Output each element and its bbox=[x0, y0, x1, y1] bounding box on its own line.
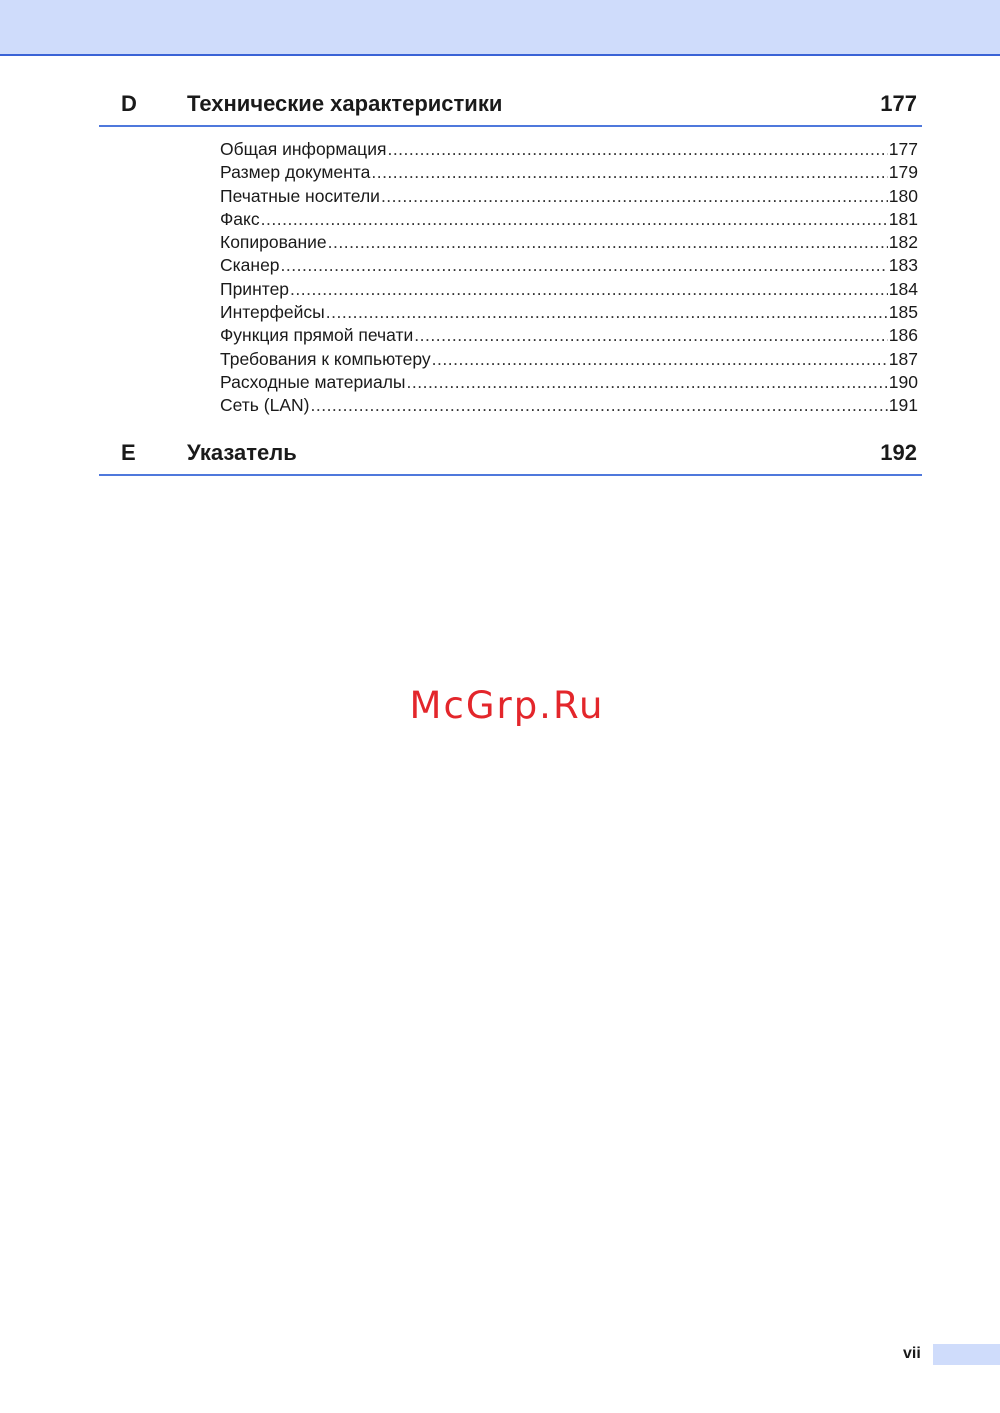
toc-entry-page: 182 bbox=[888, 232, 918, 253]
dot-leader bbox=[371, 161, 887, 184]
toc-entry-page: 180 bbox=[888, 185, 918, 206]
toc-entry-title: Требования к компьютеру bbox=[220, 348, 431, 369]
dot-leader bbox=[328, 231, 888, 254]
toc-entry[interactable] bbox=[220, 324, 918, 347]
dot-leader bbox=[432, 348, 888, 371]
toc-entry-page: 191 bbox=[888, 395, 918, 416]
dot-leader bbox=[281, 254, 888, 277]
toc-entry[interactable] bbox=[220, 185, 918, 208]
toc-entry-title: Сканер bbox=[220, 255, 280, 276]
dot-leader bbox=[326, 301, 888, 324]
dot-leader bbox=[407, 371, 888, 394]
toc-entry[interactable] bbox=[220, 348, 918, 371]
section-title: Технические характеристики bbox=[187, 91, 503, 116]
toc-entry[interactable] bbox=[220, 254, 918, 277]
section-page-number: 192 bbox=[880, 440, 917, 465]
toc-entry[interactable] bbox=[220, 161, 918, 184]
dot-leader bbox=[290, 278, 888, 301]
toc-entry-title: Сеть (LAN) bbox=[220, 395, 310, 416]
toc-entry[interactable] bbox=[220, 301, 918, 324]
section-letter: D bbox=[121, 91, 137, 116]
section-letter: E bbox=[121, 440, 136, 465]
header-band bbox=[0, 0, 1000, 56]
toc-entry-page: 185 bbox=[888, 302, 918, 323]
toc-entry[interactable] bbox=[220, 231, 918, 254]
section-heading-e[interactable] bbox=[99, 438, 922, 476]
section-title: Указатель bbox=[187, 440, 297, 465]
dot-leader bbox=[387, 138, 887, 161]
toc-entry-title: Факс bbox=[220, 208, 260, 229]
toc-entry[interactable] bbox=[220, 394, 918, 417]
dot-leader bbox=[310, 394, 887, 417]
footer-page-number: vii bbox=[903, 1345, 921, 1362]
watermark: McGrp.Ru bbox=[409, 684, 605, 727]
toc-entry[interactable] bbox=[220, 371, 918, 394]
toc-entry-page: 186 bbox=[888, 325, 918, 346]
toc-entry-title: Общая информация bbox=[220, 139, 387, 159]
toc-entry-title: Принтер bbox=[220, 278, 290, 299]
dot-leader bbox=[381, 185, 888, 208]
toc-entry-page: 181 bbox=[888, 208, 918, 229]
toc-entry-title: Размер документа bbox=[220, 162, 371, 183]
toc-entry-page: 184 bbox=[888, 278, 918, 299]
toc-entry-page: 179 bbox=[888, 162, 918, 183]
toc-entry[interactable] bbox=[220, 138, 918, 161]
toc-entry-page: 190 bbox=[888, 371, 918, 392]
dot-leader bbox=[261, 208, 888, 231]
dot-leader bbox=[414, 324, 888, 347]
toc-entry-title: Расходные материалы bbox=[220, 371, 406, 392]
section-page-number: 177 bbox=[880, 91, 917, 116]
toc-entry-page: 177 bbox=[888, 139, 918, 159]
toc-entry-page: 187 bbox=[888, 348, 918, 369]
section-heading-d[interactable] bbox=[99, 89, 922, 127]
toc-entry[interactable] bbox=[220, 278, 918, 301]
toc-entries bbox=[220, 138, 918, 418]
toc-entry-page: 183 bbox=[888, 255, 918, 276]
toc-entry-title: Печатные носители bbox=[220, 185, 380, 206]
toc-entry-title: Копирование bbox=[220, 232, 327, 253]
toc-entry[interactable] bbox=[220, 208, 918, 231]
toc-entry-title: Функция прямой печати bbox=[220, 325, 414, 346]
footer-tab bbox=[933, 1344, 1000, 1365]
toc-entry-title: Интерфейсы bbox=[220, 302, 325, 323]
